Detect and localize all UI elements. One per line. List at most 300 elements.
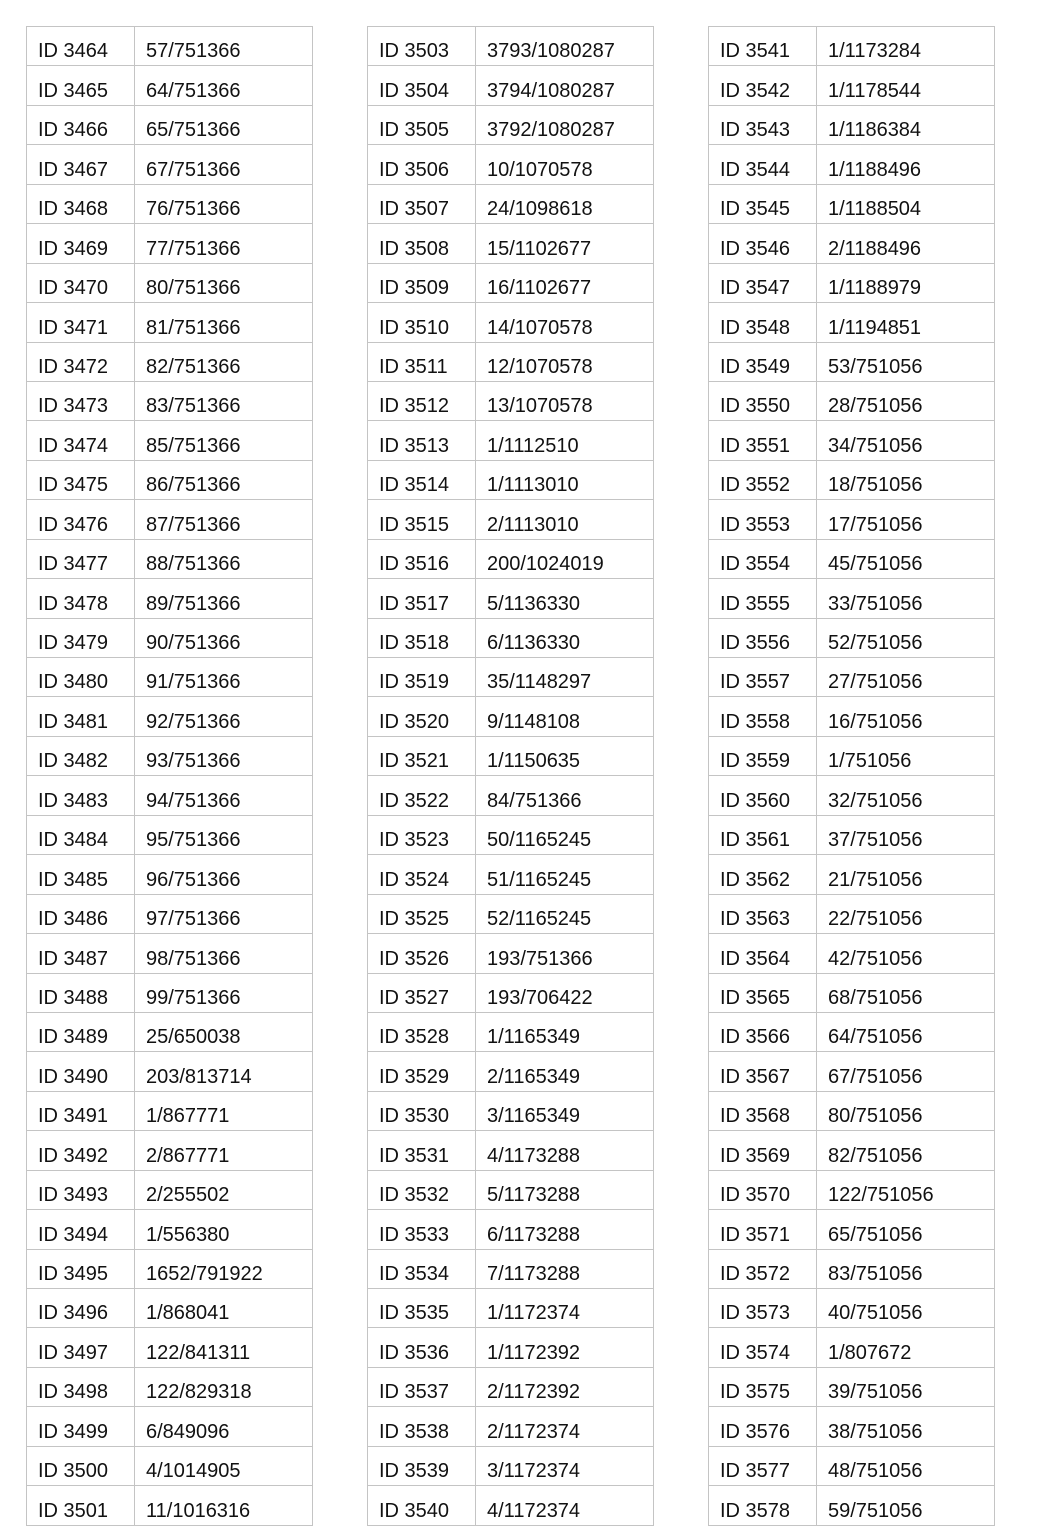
table-row xyxy=(368,381,654,420)
table-row xyxy=(27,1210,313,1249)
table-row xyxy=(368,460,654,499)
id-cell: ID 3504 xyxy=(368,66,476,105)
value-cell: 53/751056 xyxy=(817,342,995,381)
id-cell: ID 3494 xyxy=(27,1210,135,1249)
table-row xyxy=(27,381,313,420)
value-cell: 1/1172392 xyxy=(476,1328,654,1367)
id-cell: ID 3517 xyxy=(368,579,476,618)
value-cell: 96/751366 xyxy=(135,855,313,894)
table-row xyxy=(368,894,654,933)
value-cell: 57/751366 xyxy=(135,27,313,66)
value-cell: 83/751056 xyxy=(817,1249,995,1288)
table-row xyxy=(368,1367,654,1406)
id-cell: ID 3547 xyxy=(709,263,817,302)
value-cell: 51/1165245 xyxy=(476,855,654,894)
id-cell: ID 3482 xyxy=(27,736,135,775)
value-cell: 13/1070578 xyxy=(476,381,654,420)
value-cell: 92/751366 xyxy=(135,697,313,736)
id-cell: ID 3467 xyxy=(27,145,135,184)
id-cell: ID 3503 xyxy=(368,27,476,66)
table-row xyxy=(27,539,313,578)
table-row xyxy=(709,618,995,657)
id-cell: ID 3567 xyxy=(709,1052,817,1091)
value-cell: 80/751056 xyxy=(817,1091,995,1130)
table-row xyxy=(709,855,995,894)
value-cell: 2/1172392 xyxy=(476,1367,654,1406)
table-row xyxy=(368,1091,654,1130)
table-row xyxy=(368,973,654,1012)
table-row xyxy=(27,1012,313,1051)
value-cell: 17/751056 xyxy=(817,500,995,539)
value-cell: 18/751056 xyxy=(817,460,995,499)
value-cell: 1/1188496 xyxy=(817,145,995,184)
table-row xyxy=(368,776,654,815)
table-row xyxy=(27,973,313,1012)
value-cell: 99/751366 xyxy=(135,973,313,1012)
table-row xyxy=(27,1249,313,1288)
value-cell: 122/751056 xyxy=(817,1170,995,1209)
id-cell: ID 3544 xyxy=(709,145,817,184)
value-cell: 45/751056 xyxy=(817,539,995,578)
table-row xyxy=(27,1328,313,1367)
value-cell: 1/751056 xyxy=(817,736,995,775)
id-cell: ID 3497 xyxy=(27,1328,135,1367)
value-cell: 21/751056 xyxy=(817,855,995,894)
table-row xyxy=(709,1289,995,1328)
table-row xyxy=(27,855,313,894)
id-cell: ID 3465 xyxy=(27,66,135,105)
id-cell: ID 3523 xyxy=(368,815,476,854)
table-row xyxy=(709,894,995,933)
id-cell: ID 3506 xyxy=(368,145,476,184)
id-cell: ID 3575 xyxy=(709,1367,817,1406)
id-table-1 xyxy=(26,26,313,1526)
id-cell: ID 3564 xyxy=(709,934,817,973)
value-cell: 28/751056 xyxy=(817,381,995,420)
value-cell: 67/751366 xyxy=(135,145,313,184)
id-cell: ID 3537 xyxy=(368,1367,476,1406)
table-row xyxy=(368,421,654,460)
value-cell: 35/1148297 xyxy=(476,658,654,697)
value-cell: 52/751056 xyxy=(817,618,995,657)
value-cell: 1/867771 xyxy=(135,1091,313,1130)
value-cell: 3794/1080287 xyxy=(476,66,654,105)
table-row xyxy=(27,27,313,66)
id-cell: ID 3491 xyxy=(27,1091,135,1130)
id-cell: ID 3483 xyxy=(27,776,135,815)
value-cell: 5/1173288 xyxy=(476,1170,654,1209)
value-cell: 1/556380 xyxy=(135,1210,313,1249)
id-cell: ID 3469 xyxy=(27,224,135,263)
id-cell: ID 3480 xyxy=(27,658,135,697)
value-cell: 3793/1080287 xyxy=(476,27,654,66)
id-cell: ID 3535 xyxy=(368,1289,476,1328)
id-cell: ID 3473 xyxy=(27,381,135,420)
table-row xyxy=(27,105,313,144)
value-cell: 1/1150635 xyxy=(476,736,654,775)
value-cell: 1/1188979 xyxy=(817,263,995,302)
id-cell: ID 3489 xyxy=(27,1012,135,1051)
table-row xyxy=(27,658,313,697)
table-row xyxy=(709,1091,995,1130)
id-cell: ID 3501 xyxy=(27,1486,135,1525)
table-row xyxy=(368,1131,654,1170)
value-cell: 97/751366 xyxy=(135,894,313,933)
value-cell: 1/1186384 xyxy=(817,105,995,144)
value-cell: 6/849096 xyxy=(135,1407,313,1446)
id-cell: ID 3572 xyxy=(709,1249,817,1288)
id-cell: ID 3552 xyxy=(709,460,817,499)
id-cell: ID 3576 xyxy=(709,1407,817,1446)
value-cell: 25/650038 xyxy=(135,1012,313,1051)
table-row xyxy=(709,66,995,105)
value-cell: 65/751056 xyxy=(817,1210,995,1249)
id-cell: ID 3531 xyxy=(368,1131,476,1170)
id-cell: ID 3476 xyxy=(27,500,135,539)
value-cell: 50/1165245 xyxy=(476,815,654,854)
table-row xyxy=(709,1407,995,1446)
table-row xyxy=(368,224,654,263)
id-cell: ID 3529 xyxy=(368,1052,476,1091)
id-cell: ID 3555 xyxy=(709,579,817,618)
table-row xyxy=(709,697,995,736)
id-cell: ID 3466 xyxy=(27,105,135,144)
id-cell: ID 3521 xyxy=(368,736,476,775)
value-cell: 5/1136330 xyxy=(476,579,654,618)
id-cell: ID 3527 xyxy=(368,973,476,1012)
table-row xyxy=(709,381,995,420)
value-cell: 14/1070578 xyxy=(476,303,654,342)
value-cell: 34/751056 xyxy=(817,421,995,460)
table-row xyxy=(368,1052,654,1091)
value-cell: 68/751056 xyxy=(817,973,995,1012)
id-cell: ID 3539 xyxy=(368,1446,476,1485)
value-cell: 2/867771 xyxy=(135,1131,313,1170)
id-cell: ID 3488 xyxy=(27,973,135,1012)
value-cell: 2/1113010 xyxy=(476,500,654,539)
id-cell: ID 3554 xyxy=(709,539,817,578)
value-cell: 1/807672 xyxy=(817,1328,995,1367)
table-row xyxy=(27,1052,313,1091)
table-row xyxy=(27,224,313,263)
id-cell: ID 3477 xyxy=(27,539,135,578)
table-row xyxy=(27,303,313,342)
id-cell: ID 3530 xyxy=(368,1091,476,1130)
value-cell: 24/1098618 xyxy=(476,184,654,223)
table-row xyxy=(27,342,313,381)
table-row xyxy=(368,1328,654,1367)
table-row xyxy=(368,736,654,775)
id-cell: ID 3505 xyxy=(368,105,476,144)
table-row xyxy=(709,973,995,1012)
table-row xyxy=(368,697,654,736)
table-row xyxy=(27,579,313,618)
value-cell: 87/751366 xyxy=(135,500,313,539)
table-row xyxy=(709,1170,995,1209)
table-row xyxy=(27,894,313,933)
table-row xyxy=(709,184,995,223)
value-cell: 9/1148108 xyxy=(476,697,654,736)
table-row xyxy=(368,855,654,894)
id-cell: ID 3540 xyxy=(368,1486,476,1525)
table-row xyxy=(27,460,313,499)
value-cell: 1/1173284 xyxy=(817,27,995,66)
table-row xyxy=(27,1091,313,1130)
value-cell: 27/751056 xyxy=(817,658,995,697)
table-row xyxy=(709,342,995,381)
value-cell: 1/1113010 xyxy=(476,460,654,499)
value-cell: 95/751366 xyxy=(135,815,313,854)
table-row xyxy=(709,224,995,263)
value-cell: 4/1014905 xyxy=(135,1446,313,1485)
id-cell: ID 3561 xyxy=(709,815,817,854)
value-cell: 1/868041 xyxy=(135,1289,313,1328)
table-row xyxy=(368,1012,654,1051)
value-cell: 42/751056 xyxy=(817,934,995,973)
table-row xyxy=(368,27,654,66)
value-cell: 65/751366 xyxy=(135,105,313,144)
table-row xyxy=(368,579,654,618)
id-cell: ID 3536 xyxy=(368,1328,476,1367)
id-table-2 xyxy=(367,26,654,1526)
id-cell: ID 3571 xyxy=(709,1210,817,1249)
id-cell: ID 3560 xyxy=(709,776,817,815)
id-cell: ID 3538 xyxy=(368,1407,476,1446)
table-row xyxy=(709,1486,995,1525)
value-cell: 64/751366 xyxy=(135,66,313,105)
value-cell: 193/751366 xyxy=(476,934,654,973)
value-cell: 1652/791922 xyxy=(135,1249,313,1288)
value-cell: 1/1194851 xyxy=(817,303,995,342)
table-row xyxy=(368,1289,654,1328)
id-cell: ID 3543 xyxy=(709,105,817,144)
id-cell: ID 3519 xyxy=(368,658,476,697)
id-cell: ID 3546 xyxy=(709,224,817,263)
value-cell: 77/751366 xyxy=(135,224,313,263)
id-cell: ID 3484 xyxy=(27,815,135,854)
value-cell: 3/1165349 xyxy=(476,1091,654,1130)
id-cell: ID 3570 xyxy=(709,1170,817,1209)
table-row xyxy=(368,1407,654,1446)
id-cell: ID 3545 xyxy=(709,184,817,223)
value-cell: 40/751056 xyxy=(817,1289,995,1328)
value-cell: 82/751366 xyxy=(135,342,313,381)
table-row xyxy=(27,1131,313,1170)
id-cell: ID 3558 xyxy=(709,697,817,736)
id-cell: ID 3496 xyxy=(27,1289,135,1328)
id-cell: ID 3553 xyxy=(709,500,817,539)
value-cell: 203/813714 xyxy=(135,1052,313,1091)
value-cell: 7/1173288 xyxy=(476,1249,654,1288)
value-cell: 2/1172374 xyxy=(476,1407,654,1446)
id-cell: ID 3559 xyxy=(709,736,817,775)
table-row xyxy=(709,776,995,815)
id-cell: ID 3495 xyxy=(27,1249,135,1288)
value-cell: 32/751056 xyxy=(817,776,995,815)
value-cell: 193/706422 xyxy=(476,973,654,1012)
value-cell: 15/1102677 xyxy=(476,224,654,263)
id-cell: ID 3532 xyxy=(368,1170,476,1209)
value-cell: 10/1070578 xyxy=(476,145,654,184)
id-cell: ID 3566 xyxy=(709,1012,817,1051)
value-cell: 88/751366 xyxy=(135,539,313,578)
id-cell: ID 3468 xyxy=(27,184,135,223)
table-row xyxy=(368,618,654,657)
table-row xyxy=(368,105,654,144)
value-cell: 52/1165245 xyxy=(476,894,654,933)
value-cell: 84/751366 xyxy=(476,776,654,815)
id-cell: ID 3474 xyxy=(27,421,135,460)
id-cell: ID 3512 xyxy=(368,381,476,420)
id-cell: ID 3565 xyxy=(709,973,817,1012)
id-cell: ID 3493 xyxy=(27,1170,135,1209)
id-cell: ID 3550 xyxy=(709,381,817,420)
value-cell: 86/751366 xyxy=(135,460,313,499)
table-row xyxy=(27,66,313,105)
table-row xyxy=(27,184,313,223)
id-cell: ID 3508 xyxy=(368,224,476,263)
table-row xyxy=(709,579,995,618)
value-cell: 2/255502 xyxy=(135,1170,313,1209)
table-row xyxy=(368,658,654,697)
value-cell: 48/751056 xyxy=(817,1446,995,1485)
id-cell: ID 3498 xyxy=(27,1367,135,1406)
value-cell: 12/1070578 xyxy=(476,342,654,381)
value-cell: 2/1165349 xyxy=(476,1052,654,1091)
id-cell: ID 3492 xyxy=(27,1131,135,1170)
table-row xyxy=(368,1486,654,1525)
id-cell: ID 3551 xyxy=(709,421,817,460)
table-row xyxy=(27,421,313,460)
table-row xyxy=(27,618,313,657)
id-cell: ID 3509 xyxy=(368,263,476,302)
id-cell: ID 3574 xyxy=(709,1328,817,1367)
id-cell: ID 3510 xyxy=(368,303,476,342)
table-row xyxy=(27,145,313,184)
id-cell: ID 3487 xyxy=(27,934,135,973)
value-cell: 94/751366 xyxy=(135,776,313,815)
value-cell: 122/841311 xyxy=(135,1328,313,1367)
table-row xyxy=(368,1446,654,1485)
table-row xyxy=(368,500,654,539)
value-cell: 39/751056 xyxy=(817,1367,995,1406)
value-cell: 11/1016316 xyxy=(135,1486,313,1525)
table-row xyxy=(709,500,995,539)
table-row xyxy=(709,263,995,302)
table-row xyxy=(709,145,995,184)
value-cell: 3792/1080287 xyxy=(476,105,654,144)
table-row xyxy=(27,815,313,854)
table-row xyxy=(709,105,995,144)
value-cell: 89/751366 xyxy=(135,579,313,618)
table-row xyxy=(709,460,995,499)
id-cell: ID 3534 xyxy=(368,1249,476,1288)
id-cell: ID 3569 xyxy=(709,1131,817,1170)
table-row xyxy=(27,1289,313,1328)
id-cell: ID 3557 xyxy=(709,658,817,697)
id-cell: ID 3549 xyxy=(709,342,817,381)
table-row xyxy=(709,1012,995,1051)
id-cell: ID 3556 xyxy=(709,618,817,657)
table-row xyxy=(709,1249,995,1288)
table-row xyxy=(709,1328,995,1367)
id-cell: ID 3548 xyxy=(709,303,817,342)
table-row xyxy=(368,1210,654,1249)
id-cell: ID 3481 xyxy=(27,697,135,736)
table-row xyxy=(368,184,654,223)
value-cell: 90/751366 xyxy=(135,618,313,657)
id-cell: ID 3475 xyxy=(27,460,135,499)
table-row xyxy=(709,815,995,854)
id-cell: ID 3472 xyxy=(27,342,135,381)
id-cell: ID 3518 xyxy=(368,618,476,657)
value-cell: 83/751366 xyxy=(135,381,313,420)
table-row xyxy=(368,145,654,184)
table-row xyxy=(709,934,995,973)
value-cell: 3/1172374 xyxy=(476,1446,654,1485)
table-row xyxy=(27,500,313,539)
table-row xyxy=(368,934,654,973)
value-cell: 4/1173288 xyxy=(476,1131,654,1170)
table-row xyxy=(709,1131,995,1170)
id-cell: ID 3507 xyxy=(368,184,476,223)
value-cell: 1/1172374 xyxy=(476,1289,654,1328)
value-cell: 22/751056 xyxy=(817,894,995,933)
table-row xyxy=(709,539,995,578)
value-cell: 91/751366 xyxy=(135,658,313,697)
id-cell: ID 3464 xyxy=(27,27,135,66)
id-table-3 xyxy=(708,26,995,1526)
table-row xyxy=(27,697,313,736)
id-cell: ID 3485 xyxy=(27,855,135,894)
id-cell: ID 3568 xyxy=(709,1091,817,1130)
id-cell: ID 3478 xyxy=(27,579,135,618)
value-cell: 37/751056 xyxy=(817,815,995,854)
table-row xyxy=(368,342,654,381)
id-cell: ID 3490 xyxy=(27,1052,135,1091)
id-cell: ID 3520 xyxy=(368,697,476,736)
table-row xyxy=(368,1170,654,1209)
table-row xyxy=(27,776,313,815)
value-cell: 4/1172374 xyxy=(476,1486,654,1525)
table-row xyxy=(709,736,995,775)
id-cell: ID 3542 xyxy=(709,66,817,105)
id-cell: ID 3578 xyxy=(709,1486,817,1525)
table-row xyxy=(709,421,995,460)
id-cell: ID 3577 xyxy=(709,1446,817,1485)
id-cell: ID 3471 xyxy=(27,303,135,342)
value-cell: 2/1188496 xyxy=(817,224,995,263)
value-cell: 81/751366 xyxy=(135,303,313,342)
id-cell: ID 3511 xyxy=(368,342,476,381)
value-cell: 6/1136330 xyxy=(476,618,654,657)
value-cell: 98/751366 xyxy=(135,934,313,973)
id-cell: ID 3479 xyxy=(27,618,135,657)
table-row xyxy=(709,27,995,66)
table-row xyxy=(27,736,313,775)
table-row xyxy=(709,303,995,342)
table-row xyxy=(368,539,654,578)
id-cell: ID 3533 xyxy=(368,1210,476,1249)
table-row xyxy=(27,1446,313,1485)
value-cell: 59/751056 xyxy=(817,1486,995,1525)
id-cell: ID 3526 xyxy=(368,934,476,973)
table-row xyxy=(709,658,995,697)
id-cell: ID 3562 xyxy=(709,855,817,894)
id-cell: ID 3528 xyxy=(368,1012,476,1051)
table-row xyxy=(709,1367,995,1406)
value-cell: 16/751056 xyxy=(817,697,995,736)
